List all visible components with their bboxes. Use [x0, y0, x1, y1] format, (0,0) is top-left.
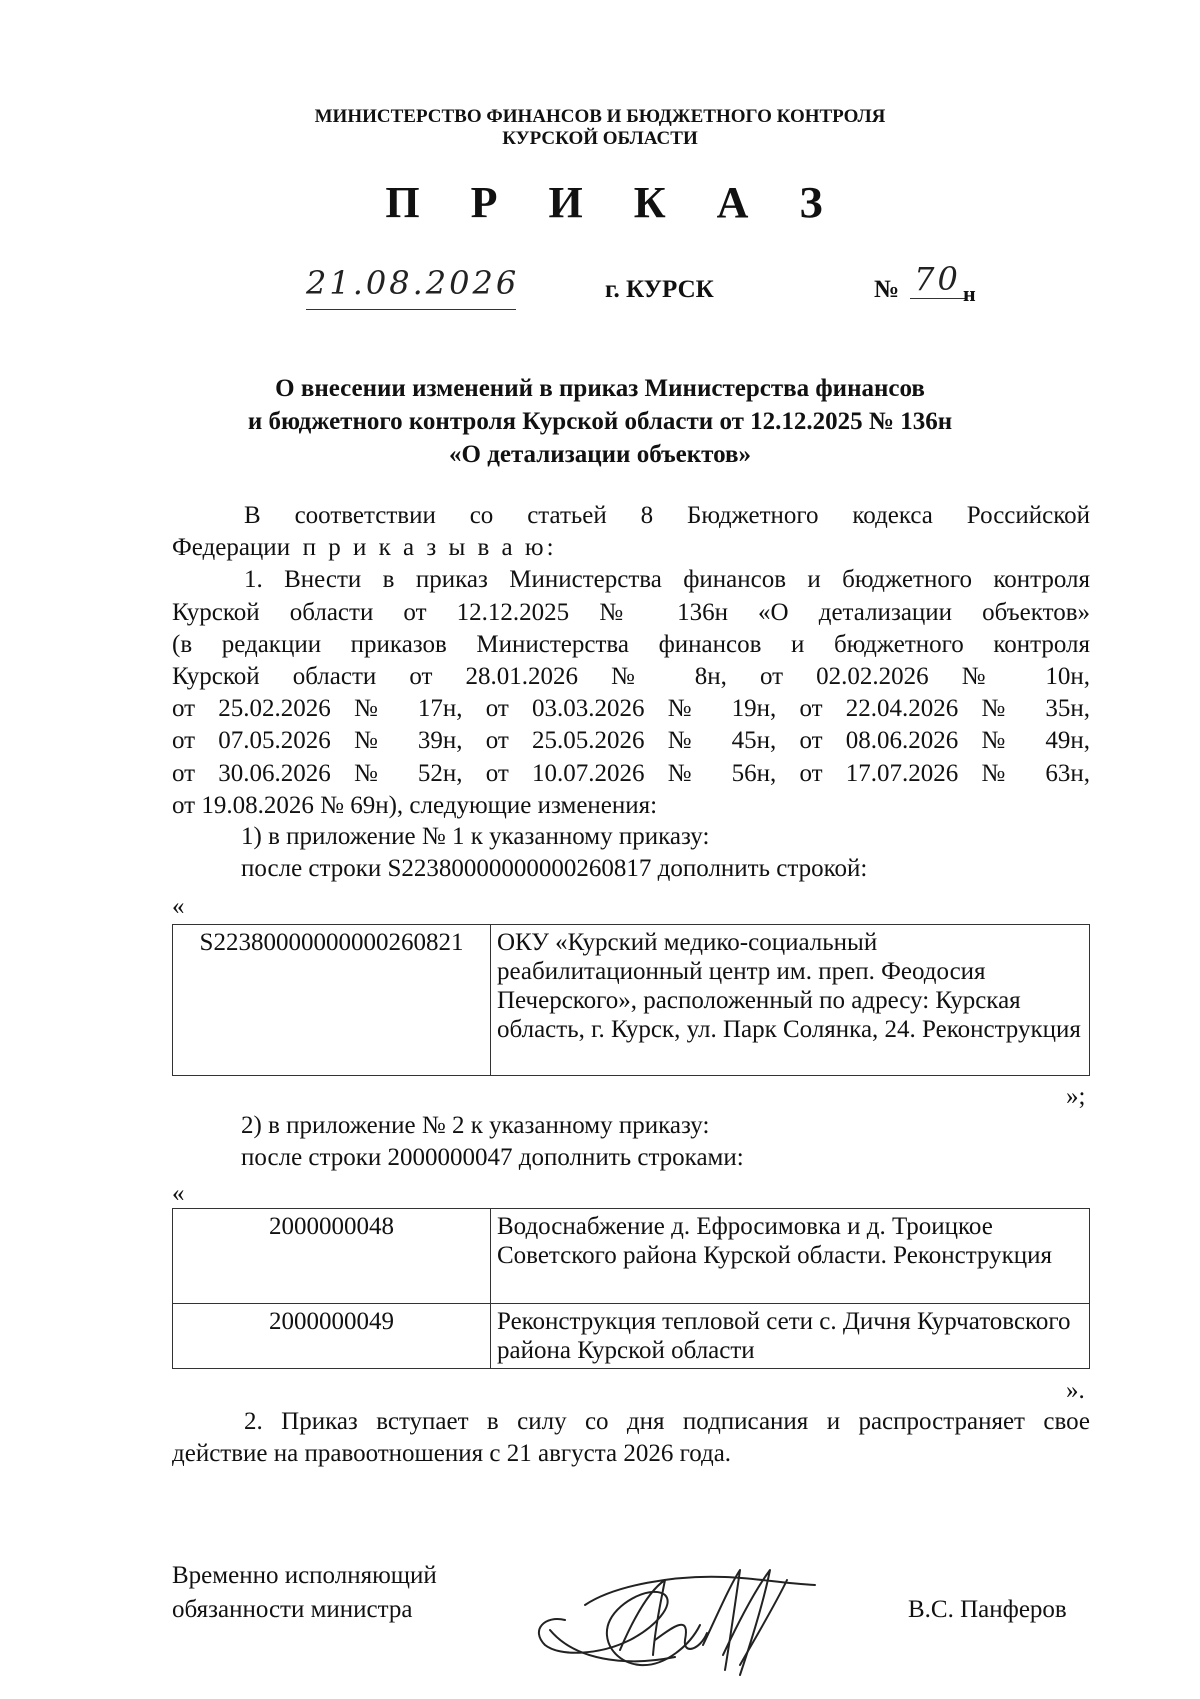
body-text	[172, 500, 1090, 822]
handwritten-number: 70	[910, 260, 965, 299]
handwritten-date: 21.08.2026	[306, 264, 520, 302]
position-line-1: Временно исполняющий	[172, 1562, 437, 1589]
table-cell-description: Реконструкция тепловой сети с. Дичня Курчатовского района Курской области	[491, 1304, 1090, 1369]
item1-line-6: от 07.05.2026 № 39н, от 25.05.2026 № 45н, от 08.06.2026 № 49н,	[172, 727, 1090, 755]
close-quote-2: ».	[1066, 1377, 1085, 1404]
heading-line-3: «О детализации объектов»	[449, 441, 751, 468]
sub-item-1	[241, 821, 867, 885]
table-row	[173, 1209, 1090, 1304]
date-field	[306, 264, 520, 310]
item1-line-5: от 25.02.2026 № 17н, от 03.03.2026 № 19н, от 22.04.2026 № 35н,	[172, 695, 1090, 723]
close-quote-1: »;	[1066, 1083, 1086, 1110]
heading-line-2: и бюджетного контроля Курской области от 12.12.2025 № 136н	[247, 408, 953, 435]
sub-item-2	[241, 1110, 744, 1174]
sub2-line-1: 2) в приложение № 2 к указанному приказу:	[241, 1112, 710, 1139]
document-heading	[0, 372, 1200, 471]
sub1-line-1: 1) в приложение № 1 к указанному приказу:	[241, 823, 710, 850]
city: г. КУРСК	[605, 276, 714, 303]
item1-line-1: 1. Внести в приказ Министерства финансов и бюджетного контроля	[244, 566, 1090, 594]
preamble-line-2	[172, 532, 1090, 564]
open-quote-2: «	[172, 1180, 185, 1207]
sub2-line-2: после строки 2000000047 дополнить строками:	[241, 1144, 744, 1171]
item1-line-8: от 19.08.2026 № 69н), следующие изменения:	[172, 791, 658, 819]
table-cell-code: S22380000000000260821	[173, 925, 491, 1076]
item1-line-3: (в редакции приказов Министерства финансов и бюджетного контроля	[172, 630, 1090, 658]
item1-line-4: Курской области от 28.01.2026 № 8н, от 02.02.2026 № 10н,	[172, 663, 1090, 691]
preamble-order: п р и к а з ы в а ю:	[302, 534, 557, 562]
table-row	[173, 1304, 1090, 1369]
table-cell-description: ОКУ «Курский медико-социальный реабилитационный центр им. преп. Феодосия Печерского», расположенный по адресу: Курская область, г. Курск, ул. Парк Солянка, 24. Реконструкция	[491, 925, 1090, 1076]
open-quote-1: «	[172, 893, 185, 920]
table-appendix-1	[172, 924, 1090, 1076]
item1-line-2: Курской области от 12.12.2025 № 136н «О детализации объектов»	[172, 598, 1090, 626]
item2-line-2: действие на правоотношения с 21 августа 2026 года.	[172, 1440, 732, 1468]
ministry-line-1: МИНИСТЕРСТВО ФИНАНСОВ И БЮДЖЕТНОГО КОНТРОЛЯ	[314, 106, 886, 127]
sub1-line-2: после строки S22380000000000260817 дополнить строкой:	[241, 855, 868, 882]
table-appendix-2	[172, 1208, 1090, 1369]
heading-line-1: О внесении изменений в приказ Министерства финансов	[275, 375, 925, 402]
table-cell-code: 2000000048	[173, 1209, 491, 1304]
item2-line-1: 2. Приказ вступает в силу со дня подписания и распространяет свое	[244, 1408, 1090, 1435]
item-2	[172, 1406, 1090, 1470]
table-cell-description: Водоснабжение д. Ефросимовка и д. Троицкое Советского района Курской области. Реконструкция	[491, 1209, 1090, 1304]
number-suffix: н	[963, 281, 976, 306]
table-cell-code: 2000000049	[173, 1304, 491, 1369]
signatory-position	[172, 1559, 437, 1627]
item1-line-7: от 30.06.2026 № 52н, от 10.07.2026 № 56н, от 17.07.2026 № 63н,	[172, 759, 1090, 787]
table-row	[173, 925, 1090, 1076]
preamble-federation: Федерации	[172, 534, 291, 562]
signatory-name: В.С. Панферов	[908, 1596, 1067, 1623]
preamble-line-1: В соответствии со статьей 8 Бюджетного кодекса Российской	[244, 502, 1090, 529]
position-line-2: обязанности министра	[172, 1596, 413, 1623]
document-type: П Р И К А З	[385, 178, 843, 227]
ministry-name	[0, 106, 1200, 150]
ministry-line-2: КУРСКОЙ ОБЛАСТИ	[502, 128, 698, 149]
handwritten-signature	[525, 1545, 825, 1685]
number-label: №	[874, 276, 900, 303]
